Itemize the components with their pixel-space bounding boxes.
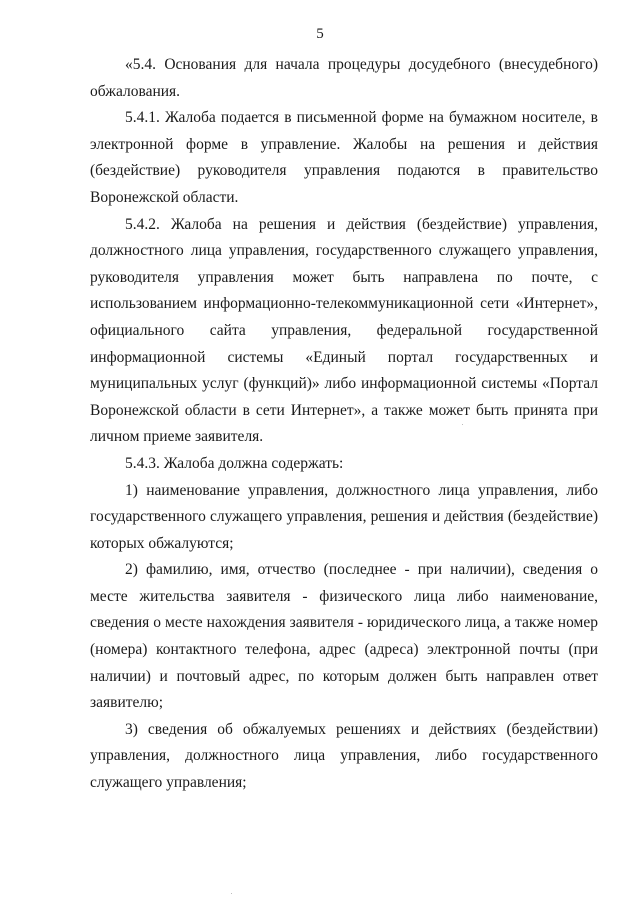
list-item-1: 1) наименование управления, должностного лица управления, либо государственного служащего управления, решения и действия (бездействие) которых обжалуются; — [90, 481, 598, 552]
paragraph-5-4: «5.4. Основания для начала процедуры досудебного (внесудебного) обжалования. — [90, 56, 598, 100]
scan-speck — [462, 424, 463, 425]
paragraph-5-4-1: 5.4.1. Жалоба подается в письменной форме на бумажном носителе, в электронной форме в управление. Жалобы на решения и действия (бездействие) руководителя управления подаются в правительство Воронежской области. — [90, 109, 598, 206]
list-item-3: 3) сведения об обжалуемых решениях и действиях (бездействии) управления, должностного лица управления, либо государственного служащего управления; — [90, 720, 598, 792]
scan-speck — [231, 893, 232, 894]
paragraph-5-4-2: 5.4.2. Жалоба на решения и действия (бездействие) управления, должностного лица управления, государственного служащего управления, руководителя управления может быть направлена по почте, с использованием информационно-телекоммуникационной сети «Интернет», официального сайта управления, федеральной государственной информационной системы «Единый портал государственных и муниципальных услуг (функций)» либо информационной системы «Портал Воронежской области в сети Интернет», а также может быть принята при личном приеме заявителя. — [90, 215, 598, 446]
page-number: 5 — [316, 26, 324, 42]
list-item-2: 2) фамилию, имя, отчество (последнее - при наличии), сведения о месте жительства заявителя - физического лица либо наименование, сведения о месте нахождения заявителя - юридического лица, а также номер (номера) контактного телефона, адрес (адреса) электронной почты (при наличии) и почтовый адрес, по которым должен быть направлен ответ заявителю; — [90, 561, 598, 712]
document-body — [90, 52, 598, 797]
paragraph-5-4-3: 5.4.3. Жалоба должна содержать: — [125, 454, 344, 472]
